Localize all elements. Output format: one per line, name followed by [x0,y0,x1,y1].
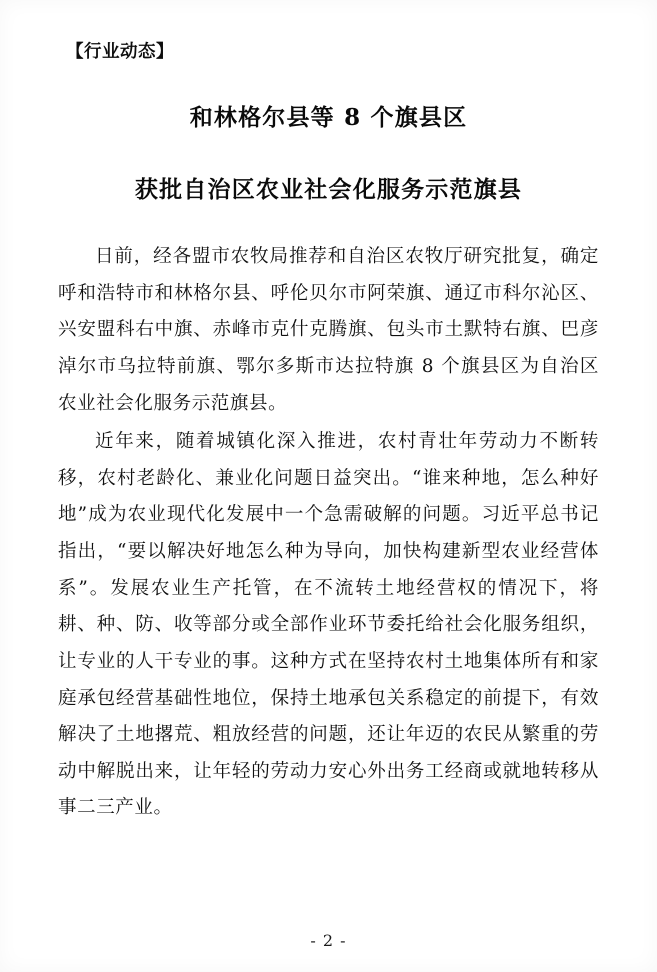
page-title-line-2: 获批自治区农业社会化服务示范旗县 [134,175,523,203]
paragraph-2: 近年来，随着城镇化深入推进，农村青壮年劳动力不断转移，农村老龄化、兼业化问题日益突出。“谁来种地，怎么种好地”成为农业现代化发展中一个急需破解的问题。习近平总书记指出，“要以解决好地怎么种为导向，加快构建新型农业经营体系”。发展农业生产托管，在不流转土地经营权的情况下，将耕、种、防、收等部分或全部作业环节委托给社会化服务组织，让专业的人干专业的事。这种方式在坚持农村土地集体所有和家庭承包经营基础性地位，保持土地承包关系稳定的前提下，有效解决了土地撂荒、粗放经营的问题，还让年迈的农民从繁重的劳动中解脱出来，让年轻的劳动力安心外出务工经商或就地转移从事二三产业。 [58,431,599,819]
body-text [58,239,599,827]
paragraph-1: 日前，经各盟市农牧局推荐和自治区农牧厅研究批复，确定呼和浩特市和林格尔县、呼伦贝尔市阿荣旗、通辽市科尔沁区、兴安盟科右中旗、赤峰市克什克腾旗、包头市土默特右旗、巴彦淖尔市乌拉特前旗、鄂尔多斯市达拉特旗 8 个旗县区为自治区农业社会化服务示范旗县。 [58,246,599,414]
section-tag: 【行业动态】 [66,42,174,62]
page-title-line-1: 和林格尔县等 8 个旗县区 [189,104,468,131]
page-number: - 2 - [310,931,347,950]
